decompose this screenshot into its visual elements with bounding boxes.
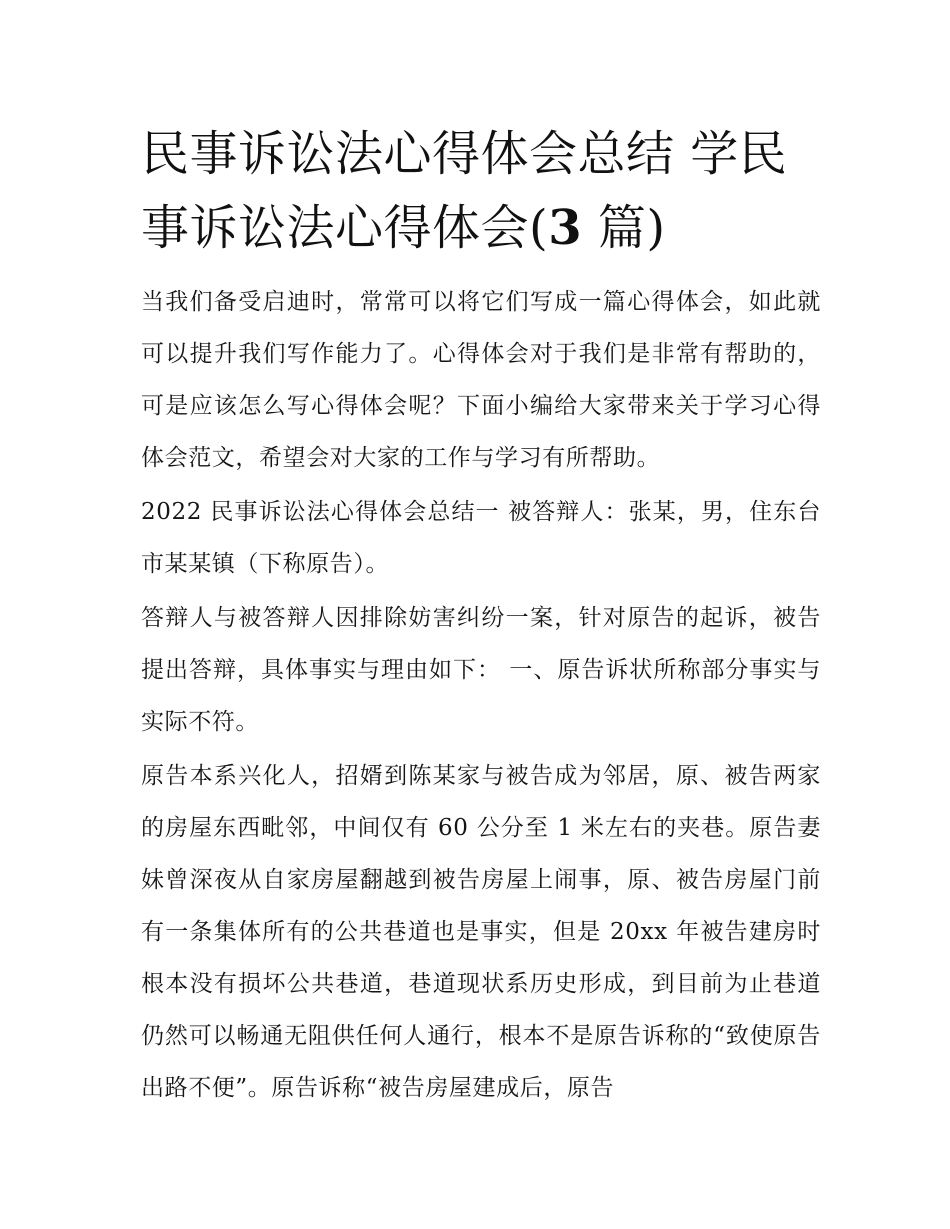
paragraph-intro: 当我们备受启迪时，常常可以将它们写成一篇心得体会，如此就可以提升我们写作能力了。心得体会对于我们是非常有帮助的，可是应该怎么写心得体会呢？下面小编给大家带来关于学习心得体会范文，希望会对大家的工作与学习有所帮助。	[141, 289, 821, 471]
document-title	[141, 117, 821, 265]
paragraph-respondent: 2022 民事诉讼法心得体会总结一 被答辩人：张某，男，住东台市某某镇（下称原告）。	[141, 499, 821, 577]
title-text-part1: 民事诉讼法心得体会总结 学民事诉讼法心得体会(	[141, 126, 788, 256]
paragraph-defense-statement: 答辩人与被答辩人因排除妨害纠纷一案，针对原告的起诉，被告提出答辩，具体事实与理由如下： 一、原告诉状所称部分事实与实际不符。	[141, 605, 821, 735]
paragraph-facts: 原告本系兴化人，招婿到陈某家与被告成为邻居，原、被告两家的房屋东西毗邻，中间仅有 60 公分至 1 米左右的夹巷。原告妻妹曾深夜从自家房屋翻越到被告房屋上闹事，原、被告房屋门前有一条集体所有的公共巷道也是事实，但是 20xx 年被告建房时根本没有损坏公共巷道，巷道现状系历史形成，到目前为止巷道仍然可以畅通无阻供任何人通行，根本不是原告诉称的“致使原告出路不便”。原告诉称“被告房屋建成后，原告	[141, 763, 821, 1101]
title-text-part2: 篇)	[582, 200, 666, 256]
document-body	[141, 276, 821, 1116]
title-number: 3	[548, 200, 583, 256]
